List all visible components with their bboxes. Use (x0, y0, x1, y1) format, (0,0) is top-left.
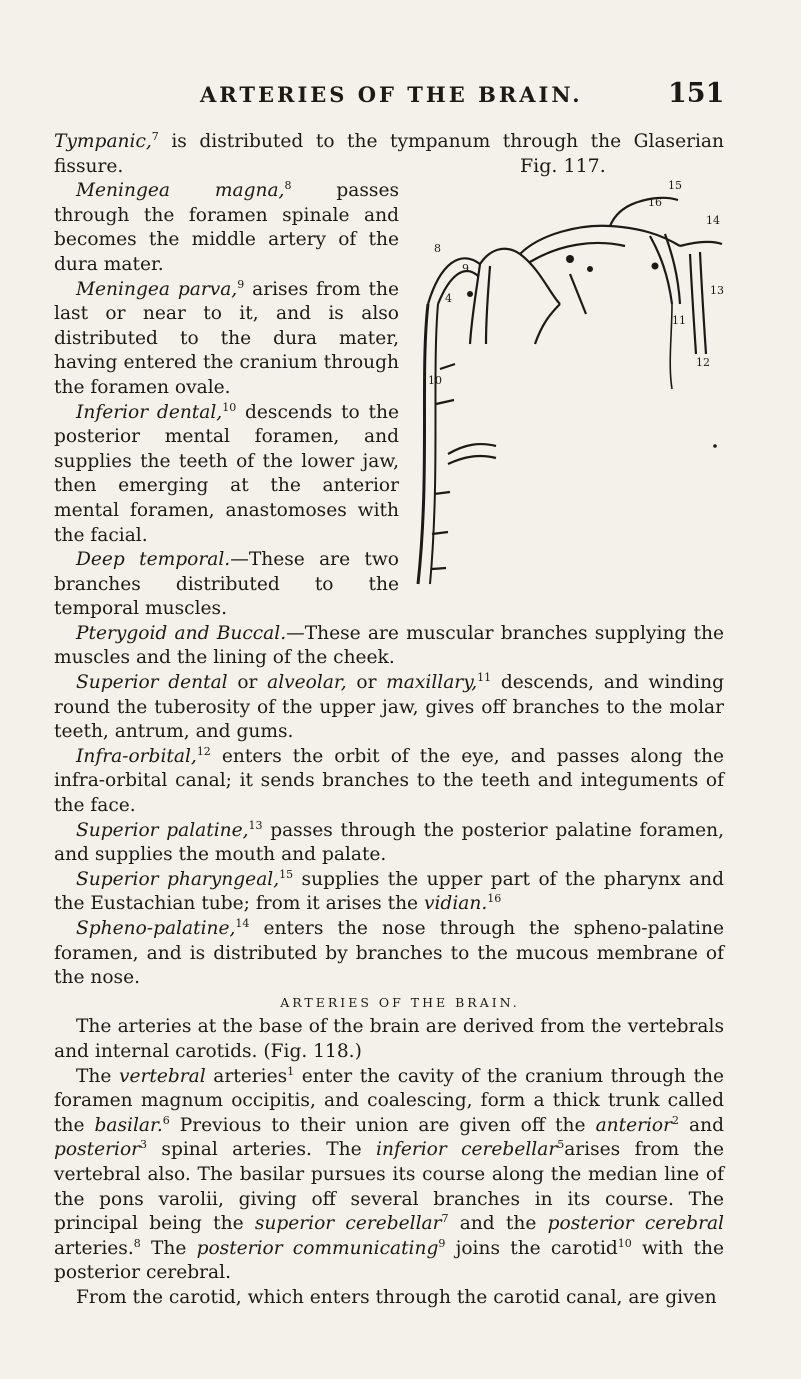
paragraph-superior-palatine: Superior palatine,$^{13}$ passes through the posterior palatine foramen, and supplies the mouth and palate. (54, 818, 724, 866)
paragraph-meningea-parva: Meningea parva,$^9$ arises from the last or near to it, and is also distributed to the dura mater, having entered the cranium through the foramen ovale. (54, 277, 399, 398)
paragraph-meningea-magna: Meningea magna,$^8$ passes through the foramen spinale and becomes the middle artery of the dura mater. (54, 179, 399, 275)
fig-label-16: 16 (648, 196, 662, 209)
paragraph-spheno-palatine: Spheno-palatine,$^{14}$ enters the nose through the spheno-palatine foramen, and is distributed by branches to the mucous membrane of the nose. (54, 916, 724, 989)
page-number: 151 (668, 78, 725, 109)
fig-label-8: 8 (434, 242, 441, 255)
figure-117 (410, 154, 726, 594)
paragraph-arteries-base: The arteries at the base of the brain are derived from the vertebrals and internal carotids. (Fig. 118.) (54, 1016, 724, 1062)
fig-label-14: 14 (706, 214, 720, 227)
paragraph-infra-orbital: Infra-orbital,$^{12}$ enters the orbit of the eye, and passes along the infra-orbital canal; it sends branches to the teeth and integuments of the face. (54, 744, 724, 817)
paragraph-deep-temporal: Deep temporal.—These are two branches distributed to the temporal muscles. (54, 549, 400, 620)
skull-arteries-illustration (410, 154, 726, 594)
page-header (0, 78, 801, 112)
paragraph-pterygoid-buccal: Pterygoid and Buccal.—These are muscular branches supplying the muscles and the lining of the cheek. (54, 622, 725, 669)
running-head: ARTERIES OF THE BRAIN. (200, 82, 583, 107)
fig-label-4: 4 (445, 292, 452, 305)
section-heading: ARTERIES OF THE BRAIN. (280, 994, 520, 1010)
body-text (54, 130, 724, 1311)
fig-label-13: 13 (710, 284, 724, 297)
fig-label-15: 15 (668, 179, 682, 192)
paragraph-inferior-dental: Inferior dental,$^{10}$ descends to the posterior mental foramen, and supplies the teeth of the lower jaw, then emerging at the anterior mental foramen, anastomoses with the facial. (54, 400, 399, 546)
fig-label-10: 10 (428, 374, 442, 387)
paragraph-tympanic: Tympanic,$^7$ is distributed to the tympanum through the Glaserian fissure. (54, 129, 724, 177)
fig-label-11: 11 (672, 314, 686, 327)
paragraph-superior-dental: Superior dental or alveolar, or maxillary,$^{11}$ descends, and winding round the tuberosity of the upper jaw, gives off branches to the molar teeth, antrum, and gums. (54, 670, 724, 743)
paragraph-vertebral: The vertebral arteries$^1$ enter the cavity of the cranium through the foramen magnum occipitis, and coalescing, form a thick trunk called the basilar.$^6$ Previous to their union are given off the anterior$^2$ and posterior$^3$ spinal arteries. The inferior cerebellar$^5$arises from the vertebral also. The basilar pursues its course along the median line of the pons varolii, giving off several branches in its course. The principal being the superior cerebellar$^7$ and the posterior cerebral arteries.$^8$ The posterior communicating$^9$ joins the carotid$^{10}$ with the posterior cerebral. (54, 1064, 725, 1284)
fig-label-9: 9 (462, 262, 469, 275)
paragraph-superior-pharyngeal: Superior pharyngeal,$^{15}$ supplies the upper part of the pharynx and the Eustachian tube; from it arises the vidian.$^{16}$ (54, 867, 724, 915)
paragraph-carotid: From the carotid, which enters through the carotid canal, are given (76, 1286, 717, 1308)
figure-caption: Fig. 117. (520, 155, 606, 177)
fig-label-12: 12 (696, 356, 710, 369)
